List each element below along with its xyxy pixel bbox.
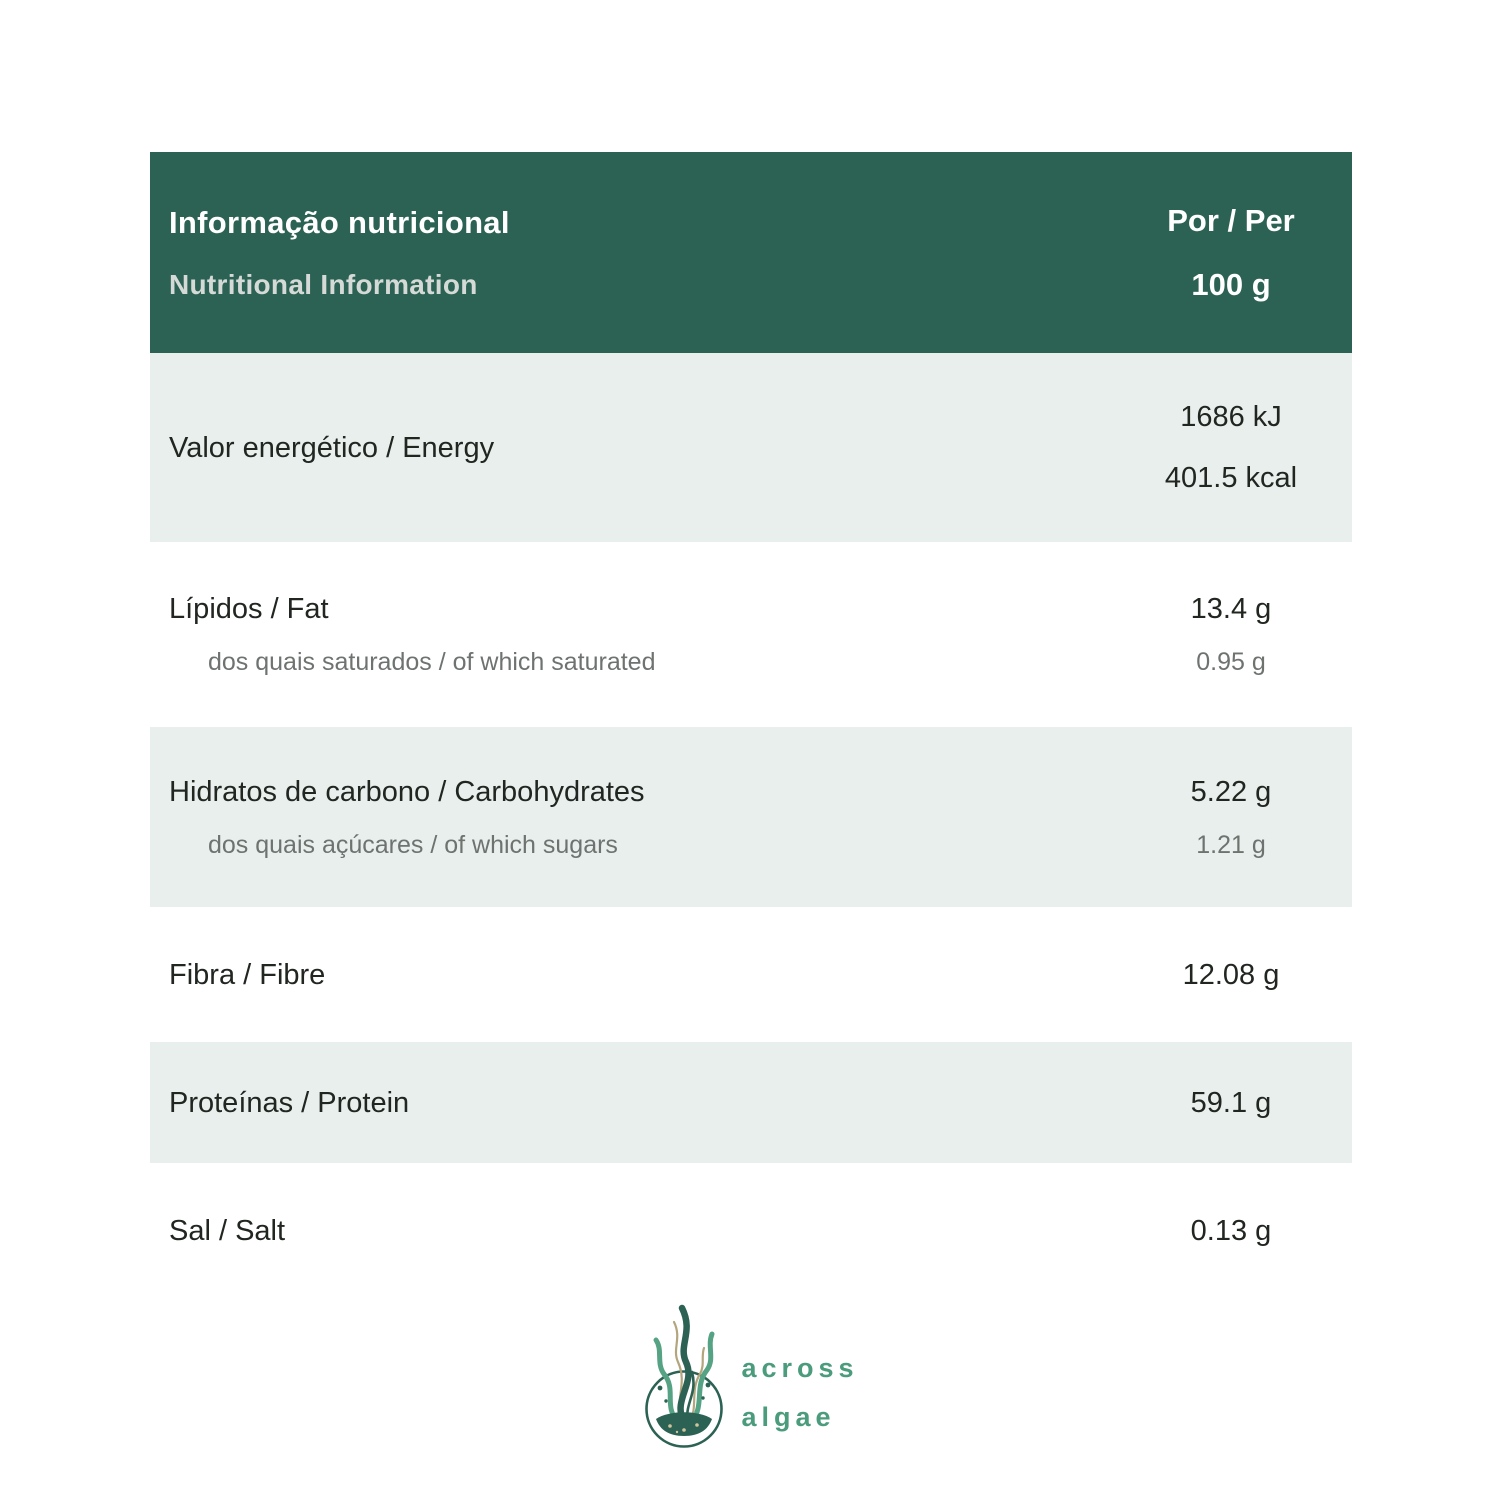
fibre-label: Fibra / Fibre xyxy=(169,958,326,991)
carbohydrates-sugars-line xyxy=(150,830,1352,861)
table-row-energy xyxy=(150,353,1352,542)
title-en: Nutritional Information xyxy=(169,268,478,300)
title-pt: Informação nutricional xyxy=(169,204,510,240)
carbohydrates-label: Hidratos de carbono / Carbohydrates xyxy=(169,775,645,808)
brand-logo xyxy=(0,1300,1500,1454)
salt-value: 0.13 g xyxy=(1190,1215,1272,1247)
sugars-label: dos quais açúcares / of which sugars xyxy=(208,830,618,859)
per-column-header xyxy=(1110,152,1352,353)
nutrition-table xyxy=(150,152,1352,1299)
table-row-fat xyxy=(150,542,1352,727)
table-header xyxy=(150,152,1352,353)
table-row-protein xyxy=(150,1042,1352,1163)
brand-name-line1: across xyxy=(741,1353,859,1383)
table-row-fibre xyxy=(150,907,1352,1042)
fat-saturated-label: dos quais saturados / of which saturated xyxy=(208,648,656,676)
energy-label: Valor energético / Energy xyxy=(169,431,495,464)
energy-value-kj: 1686 kJ xyxy=(1180,401,1282,433)
energy-values xyxy=(1110,399,1352,496)
salt-label: Sal / Salt xyxy=(169,1215,286,1247)
fat-saturated-value: 0.95 g xyxy=(1196,648,1266,676)
fat-label: Lípidos / Fat xyxy=(169,593,329,625)
sugars-value: 1.21 g xyxy=(1196,830,1266,859)
algae-logo-icon xyxy=(641,1300,729,1454)
fat-main-line xyxy=(150,591,1352,627)
table-header-titles xyxy=(150,152,1110,353)
table-row-carbohydrates xyxy=(150,727,1352,907)
per-amount: 100 g xyxy=(1191,266,1271,302)
protein-label: Proteínas / Protein xyxy=(169,1086,410,1119)
carbohydrates-value: 5.22 g xyxy=(1190,775,1272,808)
brand-name-line2: algae xyxy=(741,1402,836,1432)
carbohydrates-main-line xyxy=(150,774,1352,810)
brand-logo-text xyxy=(741,1300,858,1454)
fibre-value: 12.08 g xyxy=(1182,958,1280,991)
per-label: Por / Per xyxy=(1167,202,1295,238)
fat-saturated-line xyxy=(150,647,1352,678)
energy-value-kcal: 401.5 kcal xyxy=(1164,462,1298,494)
fat-value: 13.4 g xyxy=(1190,593,1272,625)
protein-value: 59.1 g xyxy=(1190,1086,1272,1119)
table-row-salt xyxy=(150,1163,1352,1299)
